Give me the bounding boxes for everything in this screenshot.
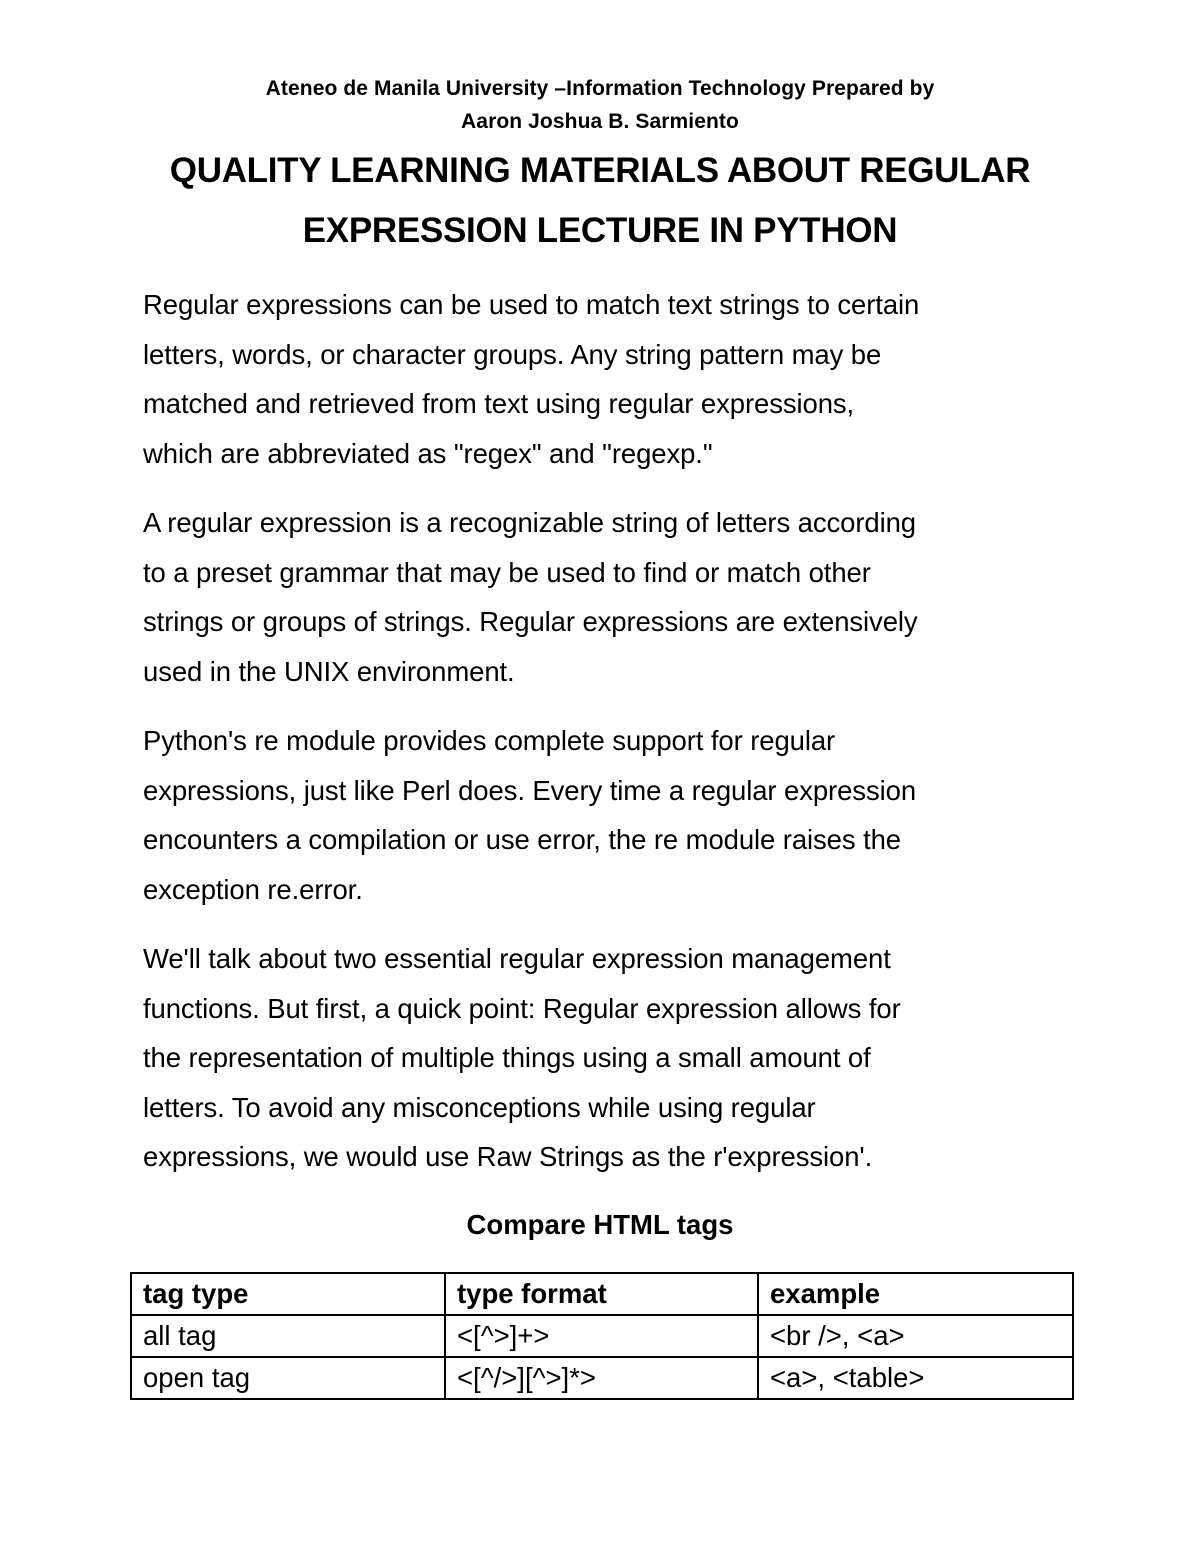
paragraph-regex-definition bbox=[143, 498, 1068, 696]
paragraph-line: the representation of multiple things using a small amount of bbox=[143, 1042, 871, 1074]
paragraph-raw-strings bbox=[143, 934, 1068, 1182]
table-cell: <br />, <a> bbox=[758, 1315, 1073, 1357]
paragraph-line: A regular expression is a recognizable string of letters according bbox=[143, 507, 916, 538]
table-row bbox=[131, 1357, 1073, 1399]
table-cell: <[^/>][^>]*> bbox=[445, 1357, 758, 1399]
paragraph-line: to a preset grammar that may be used to find or match other bbox=[143, 556, 871, 588]
column-header-tag-type: tag type bbox=[131, 1273, 445, 1315]
paragraph-line: expressions, we would use Raw Strings as the r'expression'. bbox=[143, 1141, 873, 1173]
header-affiliation: Ateneo de Manila University –Information Technology Prepared by bbox=[265, 77, 935, 100]
paragraph-line: Regular expressions can be used to match text strings to certain bbox=[143, 289, 920, 320]
table-row bbox=[131, 1315, 1073, 1357]
column-header-example: example bbox=[758, 1273, 1073, 1315]
paragraph-line: letters, words, or character groups. Any string pattern may be bbox=[143, 338, 882, 370]
paragraph-line: which are abbreviated as "regex" and "regexp." bbox=[143, 437, 713, 469]
paragraph-line: strings or groups of strings. Regular expressions are extensively bbox=[143, 606, 918, 638]
html-tags-table bbox=[130, 1272, 1074, 1400]
paragraph-line: encounters a compilation or use error, the re module raises the bbox=[143, 824, 901, 856]
column-header-type-format: type format bbox=[445, 1273, 758, 1315]
paragraph-line: exception re.error. bbox=[143, 873, 363, 905]
table-caption: Compare HTML tags bbox=[466, 1209, 734, 1240]
document-title-line-1: QUALITY LEARNING MATERIALS ABOUT REGULAR bbox=[169, 151, 1031, 190]
paragraph-line: functions. But first, a quick point: Regular expression allows for bbox=[143, 992, 901, 1024]
header-author: Aaron Joshua B. Sarmiento bbox=[461, 110, 739, 133]
paragraph-line: Python's re module provides complete support for regular bbox=[143, 725, 836, 756]
paragraph-re-module bbox=[143, 716, 1068, 914]
table-cell: open tag bbox=[131, 1357, 445, 1399]
paragraph-line: matched and retrieved from text using regular expressions, bbox=[143, 388, 855, 420]
paragraph-line: letters. To avoid any misconceptions while using regular bbox=[143, 1091, 816, 1123]
paragraph-line: We'll talk about two essential regular expression management bbox=[143, 943, 891, 974]
table-cell: <[^>]+> bbox=[445, 1315, 758, 1357]
paragraph-regex-intro bbox=[143, 280, 1068, 478]
paragraph-line: used in the UNIX environment. bbox=[143, 655, 515, 687]
document-title-line-2: EXPRESSION LECTURE IN PYTHON bbox=[302, 211, 898, 250]
table-cell: all tag bbox=[131, 1315, 445, 1357]
paragraph-line: expressions, just like Perl does. Every time a regular expression bbox=[143, 774, 917, 806]
table-cell: <a>, <table> bbox=[758, 1357, 1073, 1399]
table-header-row bbox=[131, 1273, 1073, 1315]
